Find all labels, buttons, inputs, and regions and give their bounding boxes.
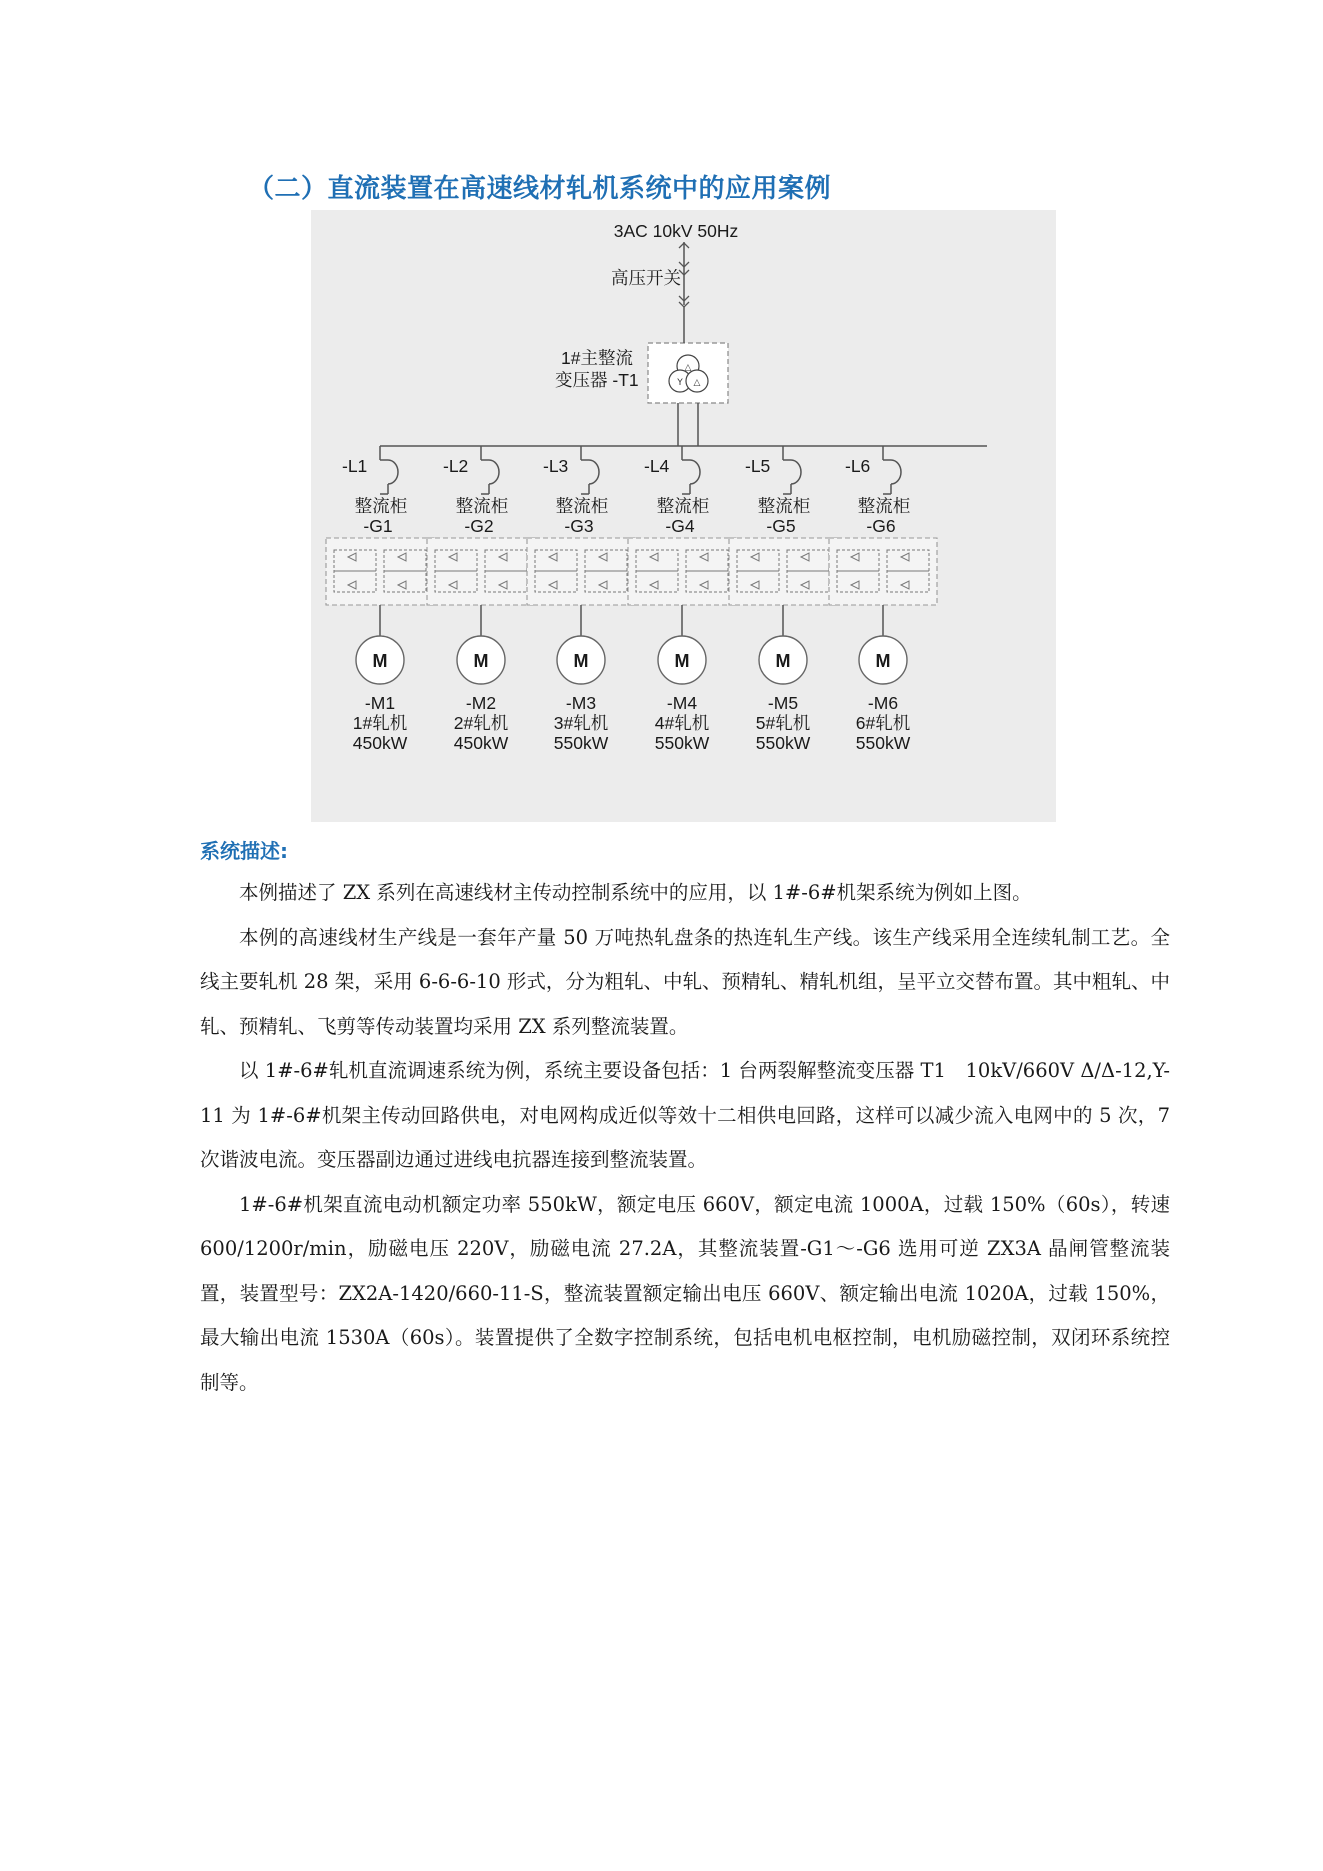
motor-symbol: M [674, 651, 690, 671]
drive-unit [427, 446, 535, 753]
motor-id: -M4 [666, 693, 698, 713]
mill-label: 6#轧机 [855, 713, 911, 733]
motor-symbol: M [875, 651, 891, 671]
mill-label: 2#轧机 [453, 713, 509, 733]
transformer-label-1: 1#主整流 [561, 348, 633, 368]
section-title: 系统描述: [200, 839, 288, 863]
motor-symbol: M [775, 651, 791, 671]
drive-unit [628, 446, 736, 753]
cabinet-label: 整流柜 [757, 496, 811, 516]
motor-symbol: M [573, 651, 589, 671]
reactor-label: -L3 [543, 456, 569, 476]
paragraph: 以 1#-6#轧机直流调速系统为例，系统主要设备包括：1 台两裂解整流变压器 T1 10kV/660V Δ/Δ-12,Y-11 为 1#-6#机架主传动回路供电，对电网构成近似等效十二相供电回路，这样可以减少流入电网中的 5 次，7 次谐波电流。变压器副边通过进线电抗器连接到整流装置。 [200, 1059, 1170, 1171]
reactor-label: -L2 [443, 456, 469, 476]
supply-label: 3AC 10kV 50Hz [613, 221, 739, 241]
cabinet-id: -G5 [766, 516, 796, 536]
reactor-label: -L4 [644, 456, 670, 476]
motor-symbol: M [473, 651, 489, 671]
delta-secondary-icon: △ [693, 378, 701, 388]
motor-id: -M3 [565, 693, 597, 713]
transformer-label-2: 变压器 -T1 [555, 370, 639, 390]
cabinet-id: -G4 [665, 516, 695, 536]
mill-label: 4#轧机 [654, 713, 710, 733]
delta-primary-icon: △ [684, 363, 692, 373]
motor-id: -M2 [465, 693, 497, 713]
reactor-icon [891, 460, 901, 484]
cabinet-label: 整流柜 [857, 496, 911, 516]
mill-label: 5#轧机 [755, 713, 811, 733]
page-title: （二）直流装置在高速线材轧机系统中的应用案例 [248, 174, 832, 204]
motor-power: 450kW [352, 733, 408, 753]
motor-power: 450kW [453, 733, 509, 753]
cabinet-id: -G2 [464, 516, 494, 536]
motor-id: -M6 [867, 693, 899, 713]
cabinet-label: 整流柜 [656, 496, 710, 516]
single-line-diagram [311, 210, 1056, 822]
reactor-icon [690, 460, 700, 484]
reactor-label: -L6 [845, 456, 871, 476]
switch-label: 高压开关 [611, 268, 681, 288]
motor-power: 550kW [553, 733, 609, 753]
diagram-svg [311, 210, 1056, 822]
reactor-label: -L5 [745, 456, 771, 476]
cabinet-label: 整流柜 [354, 496, 408, 516]
drive-unit [829, 446, 937, 753]
drive-unit [729, 446, 837, 753]
motor-power: 550kW [654, 733, 710, 753]
paragraph: 1#-6#机架直流电动机额定功率 550kW，额定电压 660V，额定电流 1000A，过载 150%（60s），转速 600/1200r/min，励磁电压 220V，励磁电流 27.2A，其整流装置-G1～-G6 选用可逆 ZX3A 晶闸管整流装置，装置型号：ZX2A-1420/660-11-S，整流装置额定输出电压 660V、额定输出电流 1020A，过载 150%，最大输出电流 1530A（60s）。装置提供了全数字控制系统，包括电机电枢控制，电机励磁控制，双闭环系统控制等。 [200, 1192, 1170, 1394]
motor-symbol: M [372, 651, 388, 671]
motor-power: 550kW [855, 733, 911, 753]
motor-id: -M1 [364, 693, 396, 713]
mill-label: 1#轧机 [352, 713, 408, 733]
motor-power: 550kW [755, 733, 811, 753]
body-text [200, 871, 1170, 1405]
reactor-icon [489, 460, 499, 484]
paragraph: 本例的高速线材生产线是一套年产量 50 万吨热轧盘条的热连轧生产线。该生产线采用全连续轧制工艺。全线主要轧机 28 架，采用 6-6-6-10 形式，分为粗轧、中轧、预精轧、精轧机组，呈平立交替布置。其中粗轧、中轧、预精轧、飞剪等传动装置均采用 ZX 系列整流装置。 [200, 925, 1170, 1038]
cabinet-label: 整流柜 [555, 496, 609, 516]
drive-unit [326, 446, 434, 753]
cabinet-id: -G3 [564, 516, 594, 536]
reactor-icon [388, 460, 398, 484]
cabinet-id: -G6 [866, 516, 896, 536]
reactor-icon [791, 460, 801, 484]
reactor-label: -L1 [342, 456, 368, 476]
paragraph: 本例描述了 ZX 系列在高速线材主传动控制系统中的应用，以 1#-6#机架系统为例如上图。 [239, 881, 1032, 904]
cabinet-label: 整流柜 [455, 496, 509, 516]
cabinet-id: -G1 [363, 516, 393, 536]
drive-unit [527, 446, 635, 753]
wye-secondary-icon: Y [677, 378, 683, 388]
motor-id: -M5 [767, 693, 799, 713]
mill-label: 3#轧机 [553, 713, 609, 733]
reactor-icon [589, 460, 599, 484]
